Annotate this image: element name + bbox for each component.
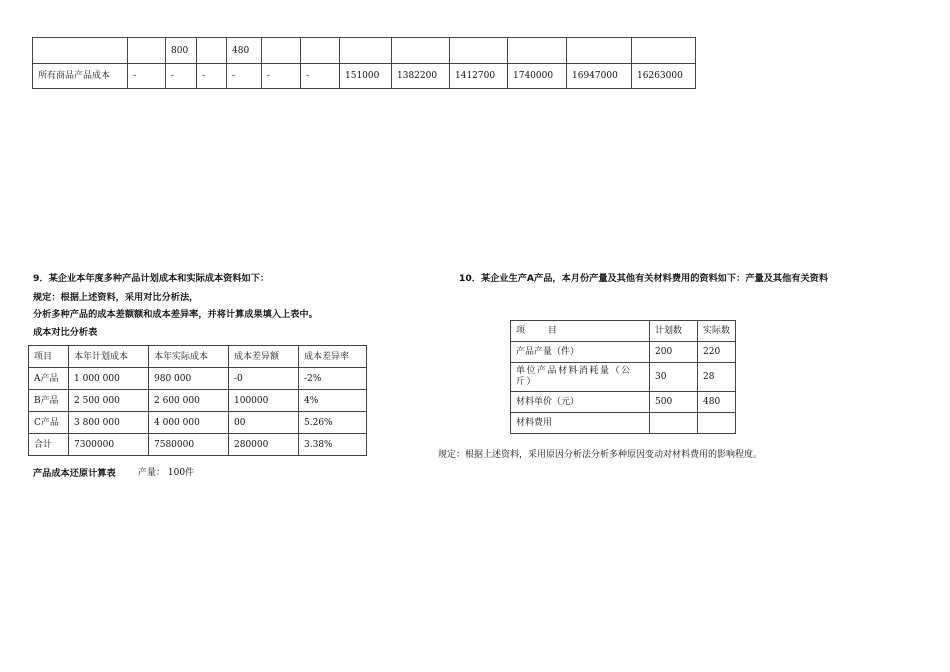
table-row [33, 64, 696, 89]
table-cell: 7300000 [69, 434, 149, 456]
table-cell: 2 600 000 [149, 390, 229, 412]
table-cell: - [128, 64, 166, 89]
table-cell: 280000 [229, 434, 299, 456]
table-cell: 合计 [29, 434, 69, 456]
column-header: 项 目 [511, 321, 650, 342]
table-header-row [511, 321, 736, 342]
table-cell: -2% [299, 368, 367, 390]
table-cell: 材料单价（元） [511, 392, 650, 413]
table-row [511, 342, 736, 363]
cost-comparison-table [28, 345, 367, 456]
table-cell [262, 38, 301, 64]
table-cell: 00 [229, 412, 299, 434]
material-cost-table [510, 320, 736, 434]
column-header: 计划数 [650, 321, 698, 342]
column-header: 实际数 [698, 321, 736, 342]
table-cell: 5.26% [299, 412, 367, 434]
table-cell: - [166, 64, 197, 89]
table-cell: 4 000 000 [149, 412, 229, 434]
table-cell [392, 38, 450, 64]
table-cell: 151000 [340, 64, 392, 89]
table-cell: 16263000 [632, 64, 696, 89]
table-cell: 30 [650, 363, 698, 392]
table-row [29, 390, 367, 412]
table-cell: -0 [229, 368, 299, 390]
q10-title: 10．某企业生产A产品，本月份产量及其他有关材料费用的资料如下：产量及其他有关资料 [459, 273, 829, 284]
table-cell [508, 38, 567, 64]
table-cell: 480 [698, 392, 736, 413]
column-header: 成本差异额 [229, 346, 299, 368]
table-cell: 1740000 [508, 64, 567, 89]
table-row [511, 413, 736, 434]
table-cell: 1412700 [450, 64, 508, 89]
table-cell [450, 38, 508, 64]
table-cell: C产品 [29, 412, 69, 434]
table-cell: 100000 [229, 390, 299, 412]
table-row [511, 363, 736, 392]
table-cell: 材料费用 [511, 413, 650, 434]
table-cell: 980 000 [149, 368, 229, 390]
column-header: 本年计划成本 [69, 346, 149, 368]
table-cell: 220 [698, 342, 736, 363]
q10-rule: 规定：根据上述资料，采用原因分析法分析多种原因变动对材料费用的影响程度。 [438, 450, 763, 460]
q9-title: 9．某企业本年度多种产品计划成本和实际成本资料如下： [33, 273, 270, 284]
table-cell: 4% [299, 390, 367, 412]
q9-rule-line1: 规定：根据上述资料，采用对比分析法， [33, 292, 199, 303]
table-cell [698, 413, 736, 434]
cost-restore-table-title: 产品成本还原计算表 [33, 468, 116, 479]
product-cost-table-continued [32, 37, 696, 89]
restore-output-label: 产量： 100件 [138, 468, 195, 478]
table-cell: 3 800 000 [69, 412, 149, 434]
table-cell: - [227, 64, 262, 89]
table-row [511, 392, 736, 413]
column-header: 项目 [29, 346, 69, 368]
table-cell: 所有商品产品成本 [33, 64, 128, 89]
table-cell: A产品 [29, 368, 69, 390]
table-cell [197, 38, 227, 64]
cost-comparison-table-title: 成本对比分析表 [33, 327, 98, 338]
table-cell: 2 500 000 [69, 390, 149, 412]
table-header-row [29, 346, 367, 368]
table-cell: - [197, 64, 227, 89]
table-row [29, 434, 367, 456]
table-cell [301, 38, 340, 64]
table-cell [340, 38, 392, 64]
table-cell: 500 [650, 392, 698, 413]
table-cell: 7580000 [149, 434, 229, 456]
table-cell [128, 38, 166, 64]
column-header: 成本差异率 [299, 346, 367, 368]
table-cell: 16947000 [567, 64, 632, 89]
table-cell: 800 [166, 38, 197, 64]
table-cell: - [262, 64, 301, 89]
table-cell [567, 38, 632, 64]
table-cell: 产品产量（件） [511, 342, 650, 363]
table-cell: - [301, 64, 340, 89]
table-cell: 200 [650, 342, 698, 363]
table-cell: 1 000 000 [69, 368, 149, 390]
table-cell [33, 38, 128, 64]
q9-rule-line2: 分析多种产品的成本差额额和成本差异率，并将计算成果填入上表中。 [33, 309, 318, 320]
table-cell: 28 [698, 363, 736, 392]
table-cell: 3.38% [299, 434, 367, 456]
table-cell: 单位产品材料消耗量（公斤） [511, 363, 650, 392]
table-cell [650, 413, 698, 434]
table-row [29, 368, 367, 390]
table-cell [632, 38, 696, 64]
table-row [33, 38, 696, 64]
table-cell: 480 [227, 38, 262, 64]
table-cell: 1382200 [392, 64, 450, 89]
table-row [29, 412, 367, 434]
column-header: 本年实际成本 [149, 346, 229, 368]
table-cell: B产品 [29, 390, 69, 412]
